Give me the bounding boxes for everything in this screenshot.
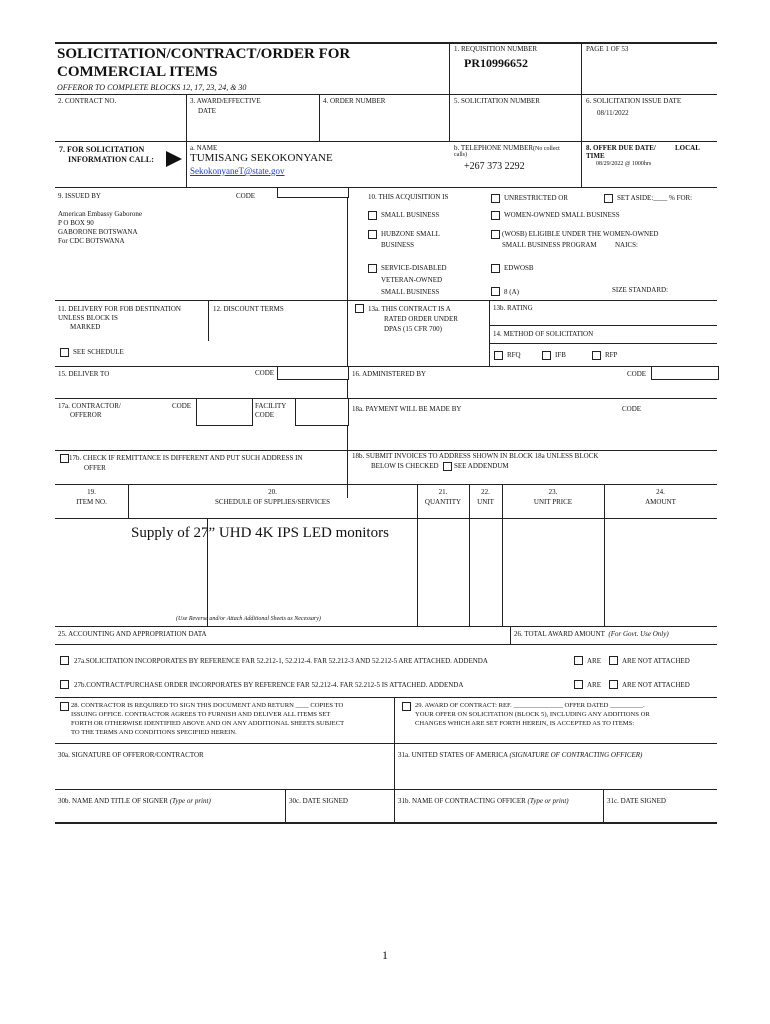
remittance-label-1: 17b. CHECK IF REMITTANCE IS DIFFERENT AND PUT SUCH ADDRESS IN	[69, 454, 303, 462]
deliver-to-label: 15. DELIVER TO	[58, 370, 110, 378]
delivery-fob-label-1: 11. DELIVERY FOR FOB DESTINATION	[58, 305, 181, 313]
hubzone-label-1: HUBZONE SMALL	[381, 230, 440, 238]
delivery-fob-label-3: MARKED	[70, 323, 101, 331]
clause-28-checkbox[interactable]	[60, 702, 69, 711]
administered-code-label: CODE	[627, 370, 647, 378]
method-label: 14. METHOD OF SOLICITATION	[493, 330, 594, 338]
rfq-label: RFQ	[507, 351, 521, 359]
issued-address-line3: GABORONE BOTSWANA	[58, 228, 138, 236]
officer-signature-field[interactable]	[396, 760, 716, 788]
unrestricted-checkbox[interactable]	[491, 194, 500, 203]
small-business-checkbox[interactable]	[368, 211, 377, 220]
addenda-27a-are-not-checkbox[interactable]	[609, 656, 618, 665]
issued-address-line1: American Embassy Gaborone	[58, 210, 142, 218]
officer-date-signed-label: 31c. DATE SIGNED	[607, 797, 666, 805]
col-unit-price-label: UNIT PRICE	[533, 498, 573, 506]
eight-a-label: 8 (A)	[504, 288, 519, 296]
addenda-27a-are-checkbox[interactable]	[574, 656, 583, 665]
clause-28-line1: 28. CONTRACTOR IS REQUIRED TO SIGN THIS DOCUMENT AND RETURN ____ COPIES TO	[71, 702, 344, 709]
rfp-label: RFP	[605, 351, 618, 359]
small-business-label: SMALL BUSINESS	[381, 211, 440, 219]
for-solicitation-label-2: INFORMATION CALL:	[68, 155, 154, 164]
col-item-no-label: ITEM NO.	[76, 498, 107, 506]
col-unit-label: UNIT	[477, 498, 494, 506]
wosb-label-1: (WOSB) ELIGIBLE UNDER THE WOMEN-OWNED	[502, 230, 659, 238]
rated-order-label-2: RATED ORDER UNDER	[384, 315, 458, 323]
rfq-checkbox[interactable]	[494, 351, 503, 360]
col-amount-num: 24.	[656, 488, 665, 496]
clause-28-line4: TO THE TERMS AND CONDITIONS SPECIFIED HEREIN.	[71, 729, 237, 736]
contact-name[interactable]: TUMISANG SEKOKONYANE	[190, 152, 333, 164]
rated-order-checkbox[interactable]	[355, 304, 364, 313]
col-amount-label: AMOUNT	[645, 498, 676, 506]
set-aside-label: SET ASIDE:____ % FOR:	[617, 194, 693, 202]
form-title-line2: COMMERCIAL ITEMS	[57, 64, 218, 80]
page-count: PAGE 1 OF 53	[586, 45, 629, 53]
acquisition-label: 10. THIS ACQUISITION IS	[368, 193, 449, 201]
solicitation-number-label: 5. SOLICITATION NUMBER	[454, 97, 540, 105]
contact-name-label: a. NAME	[190, 144, 218, 152]
col-unit-num: 22.	[481, 488, 490, 496]
unrestricted-label: UNRESTRICTED OR	[504, 194, 568, 202]
sdvosb-checkbox[interactable]	[368, 264, 377, 273]
form-title-line1: SOLICITATION/CONTRACT/ORDER FOR	[57, 46, 351, 62]
col-item-no-num: 19.	[87, 488, 96, 496]
clause-29-line2: YOUR OFFER ON SOLICITATION (BLOCK 5), INCLUDING ANY ADDITIONS OR	[415, 711, 650, 718]
issue-date-label: 6. SOLICITATION ISSUE DATE	[586, 97, 682, 105]
contractor-label-1: 17a. CONTRACTOR/	[58, 402, 121, 410]
deliver-code-field[interactable]	[277, 366, 349, 380]
contractor-code-field[interactable]	[196, 398, 253, 426]
offer-due-label-1: 8. OFFER DUE DATE/	[586, 144, 656, 152]
clause-27b-text: 27b.CONTRACT/PURCHASE ORDER INCORPORATES BY REFERENCE FAR 52.212-4. FAR 52.212-5 IS ATTACHED. ADDENDA	[74, 681, 464, 689]
offer-due-local-label: LOCAL	[675, 144, 700, 152]
issue-date-value[interactable]: 08/11/2022	[597, 109, 629, 117]
facility-label-1: FACILITY	[255, 402, 287, 410]
offeror-note: OFFEROR TO COMPLETE BLOCKS 12, 17, 23, 24, & 30	[57, 83, 247, 92]
award-date-label-2: DATE	[198, 107, 216, 115]
offeror-date-signed-label: 30c. DATE SIGNED	[289, 797, 348, 805]
women-owned-checkbox[interactable]	[491, 211, 500, 220]
offer-due-value[interactable]: 08/29/2022 @ 1000hrs	[596, 161, 652, 167]
rated-order-label-3: DPAS (15 CFR 700)	[384, 325, 442, 333]
addenda-27b-are-not-checkbox[interactable]	[609, 680, 618, 689]
reverse-sheets-note: (Use Reverse and/or Attach Additional Sheets as Necessary)	[176, 616, 321, 622]
rfp-checkbox[interactable]	[592, 351, 601, 360]
offer-due-label-2: TIME	[586, 152, 605, 160]
total-award-label: 26. TOTAL AWARD AMOUNT (For Govt. Use Only)	[514, 630, 669, 638]
addenda-27b-are-label: ARE	[587, 681, 601, 689]
facility-label-2: CODE	[255, 411, 275, 419]
phone-label: b. TELEPHONE NUMBER(No collect	[454, 144, 560, 152]
issued-address-line4: For CDC BOTSWANA	[58, 237, 125, 245]
for-solicitation-label-1: 7. FOR SOLICITATION	[59, 145, 145, 154]
see-schedule-label: SEE SCHEDULE	[73, 348, 124, 356]
issued-code-field[interactable]	[277, 187, 349, 198]
wosb-label-2: SMALL BUSINESS PROGRAM	[502, 241, 597, 249]
women-owned-label: WOMEN-OWNED SMALL BUSINESS	[504, 211, 620, 219]
accounting-label: 25. ACCOUNTING AND APPROPRIATION DATA	[58, 630, 207, 638]
col-quantity-label: QUANTITY	[424, 498, 462, 506]
set-aside-checkbox[interactable]	[604, 194, 613, 203]
addenda-27b-are-not-label: ARE NOT ATTACHED	[622, 681, 690, 689]
col-schedule-num: 20.	[268, 488, 277, 496]
addenda-27b-are-checkbox[interactable]	[574, 680, 583, 689]
remittance-checkbox[interactable]	[60, 454, 69, 463]
delivery-fob-label-2: UNLESS BLOCK IS	[58, 314, 118, 322]
issued-by-label: 9. ISSUED BY	[58, 192, 101, 200]
ifb-checkbox[interactable]	[542, 351, 551, 360]
contractor-label-2: OFFEROR	[70, 411, 102, 419]
issued-address-line2: P O BOX 90	[58, 219, 94, 227]
administered-by-label: 16. ADMINISTERED BY	[352, 370, 427, 378]
page-number: 1	[382, 948, 388, 962]
edwosb-label: EDWOSB	[504, 264, 534, 272]
clause-27a-text: 27a.SOLICITATION INCORPORATES BY REFERENCE FAR 52.212-1, 52.212-4. FAR 52.212-3 AND 52.212-5 ARE ATTACHED. ADDENDA	[74, 657, 488, 665]
hubzone-label-2: BUSINESS	[381, 241, 415, 249]
clause-29-checkbox[interactable]	[402, 702, 411, 711]
officer-name-label: 31b. NAME OF CONTRACTING OFFICER (Type or print)	[398, 797, 569, 805]
size-standard-label: SIZE STANDARD:	[612, 286, 669, 294]
clause-29-line3: CHANGES WHICH ARE SET FORTH HEREIN, IS ACCEPTED AS TO ITEMS:	[415, 720, 635, 727]
contractor-code-label: CODE	[172, 402, 192, 410]
clause-28-line2: ISSUING OFFICE. CONTRACTOR AGREES TO FURNISH AND DELIVER ALL ITEMS SET	[71, 711, 331, 718]
administered-code-field[interactable]	[651, 366, 719, 380]
clause-29-line1: 29. AWARD OF CONTRACT: REF. _______________ OFFER DATED __________.	[415, 702, 645, 709]
award-date-label-1: 3. AWARD/EFFECTIVE	[190, 97, 261, 105]
payment-label: 18a. PAYMENT WILL BE MADE BY	[352, 405, 462, 413]
clause-28-line3: FORTH OR OTHERWISE IDENTIFIED ABOVE AND ON ANY ADDITIONAL SHEETS SUBJECT	[71, 720, 345, 727]
col-schedule-label: SCHEDULE OF SUPPLIES/SERVICES	[215, 498, 330, 506]
contact-email-link[interactable]: SekokonyaneT@state.gov	[190, 166, 285, 176]
rating-label: 13b. RATING	[493, 304, 533, 312]
col-quantity-num: 21.	[438, 488, 448, 496]
payment-code-label: CODE	[622, 405, 642, 413]
see-addendum-label: SEE ADDENDUM	[454, 462, 509, 470]
arrow-right-icon	[166, 151, 182, 167]
phone-number[interactable]: +267 373 2292	[464, 161, 525, 172]
facility-code-field[interactable]	[295, 398, 349, 426]
phone-note: calls)	[454, 152, 467, 158]
see-addendum-checkbox[interactable]	[443, 462, 452, 471]
requisition-number[interactable]: PR10996652	[464, 56, 528, 70]
sdvosb-label-1: SERVICE-DISABLED	[381, 264, 447, 272]
naics-label: NAICS:	[615, 241, 638, 249]
offeror-signature-label: 30a. SIGNATURE OF OFFEROR/CONTRACTOR	[58, 751, 204, 759]
remittance-label-2: OFFER	[84, 464, 106, 472]
submit-invoices-label-2: BELOW IS CHECKED	[371, 462, 439, 470]
order-number-label: 4. ORDER NUMBER	[323, 97, 386, 105]
ifb-label: IFB	[555, 351, 566, 359]
requisition-label: 1. REQUISITION NUMBER	[454, 45, 538, 53]
item-description[interactable]: Supply of 27” UHD 4K IPS LED monitors	[131, 525, 389, 541]
usa-signature-label: 31a. UNITED STATES OF AMERICA (SIGNATURE OF CONTRACTING OFFICER)	[398, 751, 643, 759]
offeror-signature-field[interactable]	[56, 760, 393, 788]
clause-27a-checkbox[interactable]	[60, 656, 69, 665]
addenda-27a-are-not-label: ARE NOT ATTACHED	[622, 657, 690, 665]
signer-name-label: 30b. NAME AND TITLE OF SIGNER (Type or print)	[58, 797, 211, 805]
wosb-checkbox[interactable]	[491, 230, 500, 239]
issued-by-code-label: CODE	[236, 192, 256, 200]
col-unit-price-num: 23.	[548, 488, 558, 496]
see-schedule-checkbox[interactable]	[60, 348, 69, 357]
contract-no-label: 2. CONTRACT NO.	[58, 97, 117, 105]
hubzone-checkbox[interactable]	[368, 230, 377, 239]
deliver-to-code-label: CODE	[255, 369, 275, 377]
eight-a-checkbox[interactable]	[491, 287, 500, 296]
sdvosb-label-2: VETERAN-OWNED	[381, 276, 443, 284]
discount-terms-label: 12. DISCOUNT TERMS	[213, 305, 284, 313]
submit-invoices-label-1: 18b. SUBMIT INVOICES TO ADDRESS SHOWN IN BLOCK 18a UNLESS BLOCK	[352, 452, 599, 460]
addenda-27a-are-label: ARE	[587, 657, 601, 665]
sdvosb-label-3: SMALL BUSINESS	[381, 288, 440, 296]
edwosb-checkbox[interactable]	[491, 264, 500, 273]
clause-27b-checkbox[interactable]	[60, 680, 69, 689]
rated-order-label-1: 13a. THIS CONTRACT IS A	[368, 305, 451, 313]
